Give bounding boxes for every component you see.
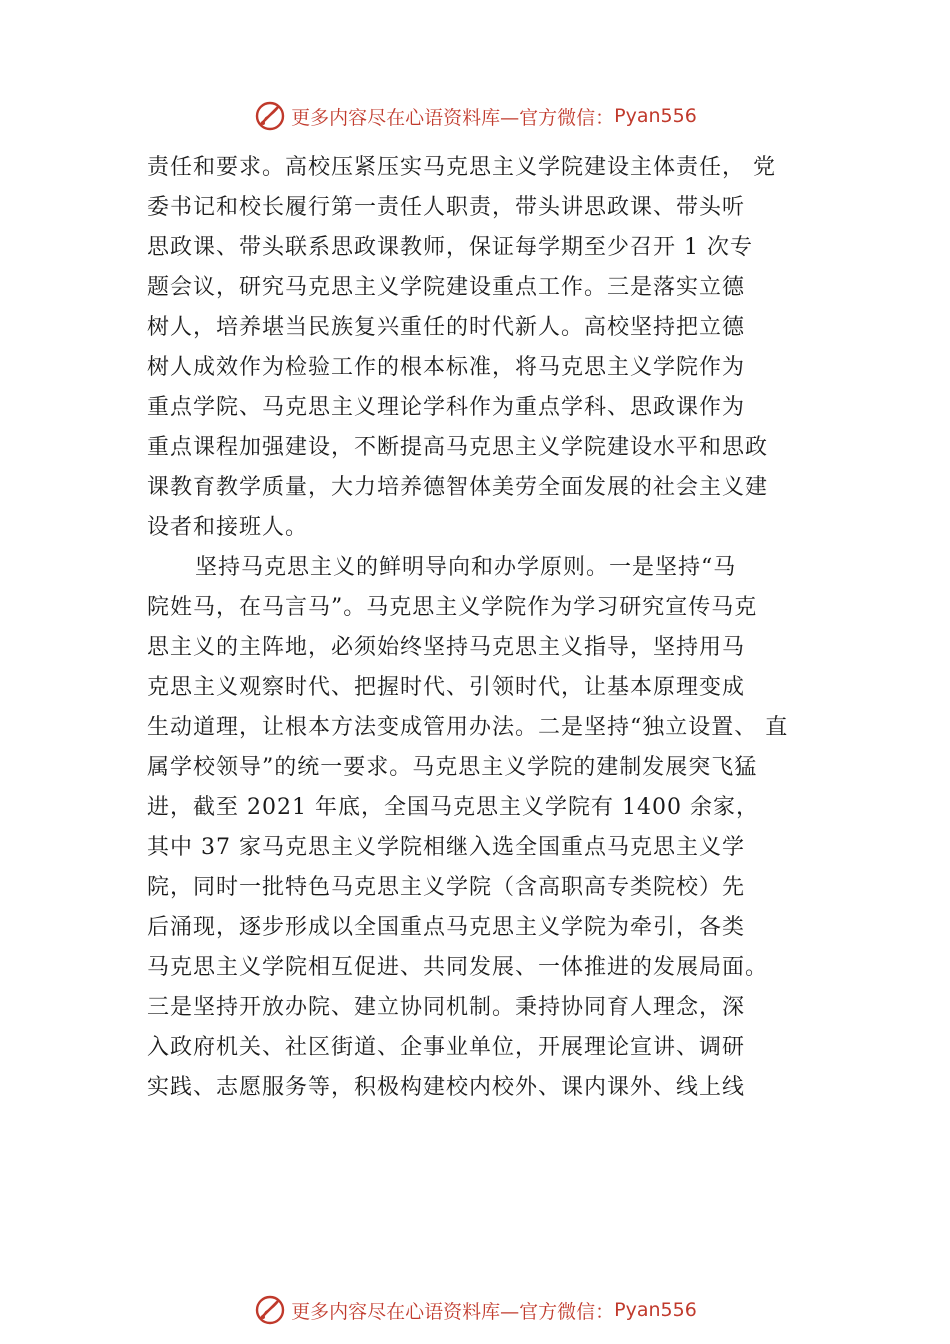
header-banner bbox=[0, 96, 950, 136]
document-body bbox=[147, 148, 819, 1108]
text-line: 责任和要求。高校压紧压实马克思主义学院建设主体责任， 党 bbox=[147, 155, 776, 180]
text-line: 其中 37 家马克思主义学院相继入选全国重点马克思主义学 bbox=[147, 835, 745, 860]
text-line: 树人，培养堪当民族复兴重任的时代新人。高校坚持把立德 bbox=[147, 315, 746, 340]
text-line: 生动道理，让根本方法变成管用办法。二是坚持“独立设置、 直 bbox=[147, 715, 789, 740]
header-brand-text: 更多内容尽在心语资料库—官方微信： bbox=[291, 106, 615, 129]
text-line: 实践、志愿服务等，积极构建校内校外、课内课外、线上线 bbox=[147, 1075, 746, 1100]
text-line: 思政课、带头联系思政课教师，保证每学期至少召开 1 次专 bbox=[147, 235, 753, 260]
header-wechat-handle: Pyan556 bbox=[614, 105, 697, 127]
text-line: 课教育教学质量，大力培养德智体美劳全面发展的社会主义建 bbox=[147, 475, 769, 500]
quill-logo-icon bbox=[253, 1293, 287, 1327]
quill-logo-icon bbox=[253, 99, 287, 133]
paragraph-start-line: 坚持马克思主义的鲜明导向和办学原则。一是坚持“马 bbox=[195, 555, 737, 580]
text-line: 思主义的主阵地，必须始终坚持马克思主义指导，坚持用马 bbox=[147, 635, 746, 660]
text-line: 入政府机关、社区街道、企事业单位，开展理论宣讲、调研 bbox=[147, 1035, 746, 1060]
text-line: 后涌现，逐步形成以全国重点马克思主义学院为牵引，各类 bbox=[147, 915, 746, 940]
text-line: 马克思主义学院相互促进、共同发展、一体推进的发展局面。 bbox=[147, 955, 769, 980]
footer-banner bbox=[0, 1290, 950, 1330]
text-line: 重点学院、马克思主义理论学科作为重点学科、思政课作为 bbox=[147, 395, 746, 420]
text-line: 克思主义观察时代、把握时代、引领时代，让基本原理变成 bbox=[147, 675, 746, 700]
text-line: 进，截至 2021 年底，全国马克思主义学院有 1400 余家， bbox=[147, 795, 759, 820]
footer-brand-text: 更多内容尽在心语资料库—官方微信： bbox=[291, 1300, 615, 1323]
text-line: 院姓马，在马言马”。马克思主义学院作为学习研究宣传马克 bbox=[147, 595, 758, 620]
footer-wechat-handle: Pyan556 bbox=[614, 1299, 697, 1321]
text-line: 三是坚持开放办院、建立协同机制。秉持协同育人理念，深 bbox=[147, 995, 746, 1020]
text-line: 设者和接班人。 bbox=[147, 515, 309, 540]
text-line: 树人成效作为检验工作的根本标准，将马克思主义学院作为 bbox=[147, 355, 746, 380]
text-line: 委书记和校长履行第一责任人职责，带头讲思政课、带头听 bbox=[147, 195, 746, 220]
text-line: 院，同时一批特色马克思主义学院（含高职高专类院校）先 bbox=[147, 875, 746, 900]
text-line: 重点课程加强建设，不断提高马克思主义学院建设水平和思政 bbox=[147, 435, 769, 460]
text-line: 属学校领导”的统一要求。马克思主义学院的建制发展突飞猛 bbox=[147, 755, 758, 780]
text-line: 题会议，研究马克思主义学院建设重点工作。三是落实立德 bbox=[147, 275, 746, 300]
